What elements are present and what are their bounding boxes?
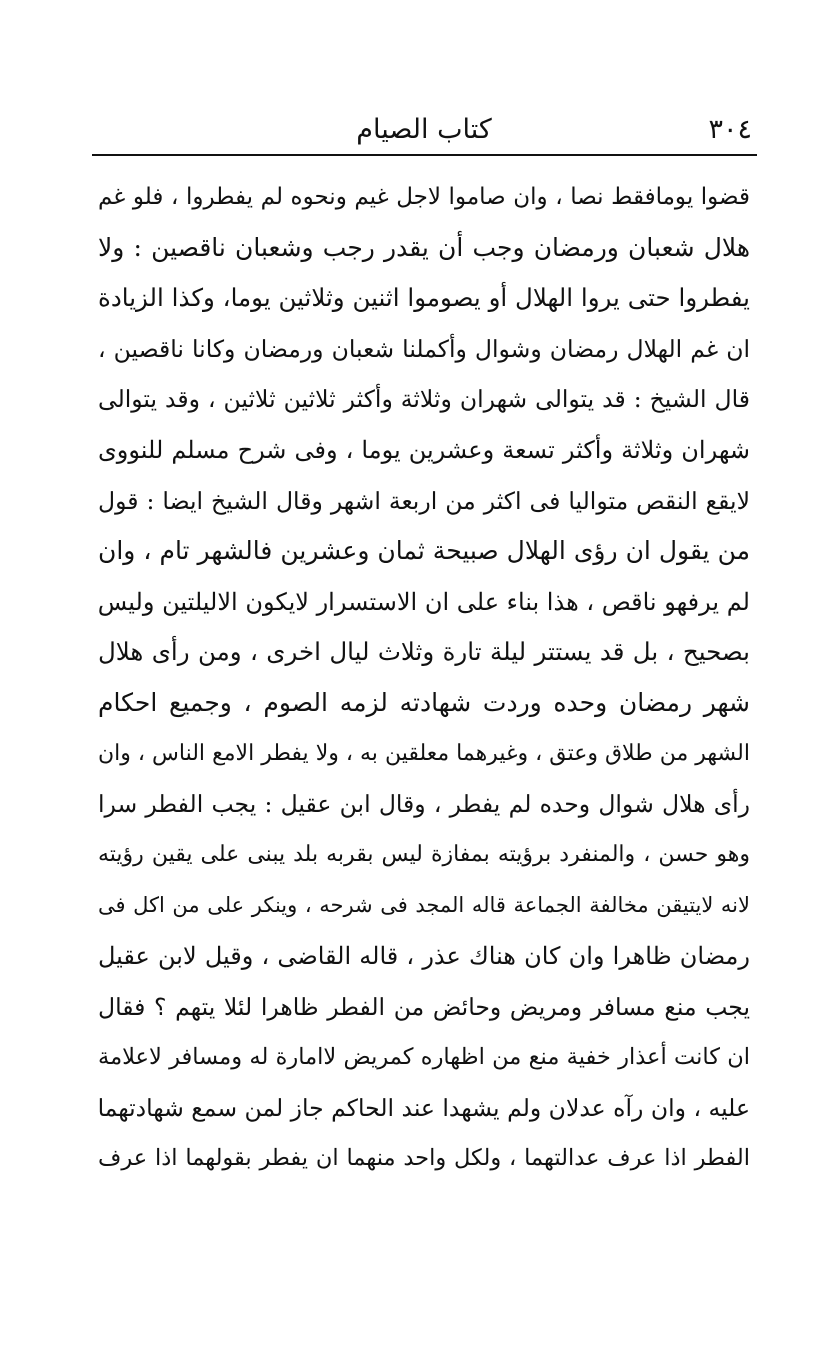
page-title: كتاب الصيام	[356, 114, 492, 145]
text-line: بصحيح ، بل قد يستتر ليلة تارة وثلاث ليال اخرى ، ومن رأى هلال	[98, 637, 750, 667]
text-line: لانه لايتيقن مخالفة الجماعة قاله المجد فى شرحه ، وينكر على من اكل فى	[98, 893, 750, 918]
text-line: شهر رمضان وحده وردت شهادته لزمه الصوم ، وجميع احكام	[98, 687, 750, 717]
text-line: لايقع النقص متواليا فى اكثر من اربعة اشهر وقال الشيخ ايضا : قول	[98, 486, 750, 515]
text-line: الفطر اذا عرف عدالتهما ، ولكل واحد منهما ان يفطر بقولهما اذا عرف	[98, 1145, 750, 1172]
text-line: قال الشيخ : قد يتوالى شهران وثلاثة وأكثر ثلاثين ثلاثين ، وقد يتوالى	[98, 385, 750, 414]
text-line: يفطروا حتى يروا الهلال أو يصوموا اثنين وثلاثين يوما، وكذا الزيادة	[98, 283, 750, 313]
text-line: لم يرفهو ناقص ، هذا بناء على ان الاستسرار لايكون الاليلتين وليس	[98, 587, 750, 616]
text-line: وهو حسن ، والمنفرد برؤيته بمفازة ليس بقربه بلد يبنى على يقين رؤيته	[98, 841, 750, 867]
text-line: ان كانت أعذار خفية منع من اظهاره كمريض لاامارة له ومسافر لاعلامة	[98, 1044, 750, 1071]
text-line: يجب منع مسافر ومريض وحائض من الفطر ظاهرا لئلا يتهم ؟ فقال	[98, 992, 750, 1021]
body-text	[98, 172, 750, 1184]
page-header	[92, 108, 756, 154]
text-line: هلال شعبان ورمضان وجب أن يقدر رجب وشعبان ناقصين : ولا	[98, 232, 750, 262]
text-line: شهران وثلاثة وأكثر تسعة وعشرين يوما ، وفى شرح مسلم للنووى	[98, 435, 750, 464]
text-line: ان غم الهلال رمضان وشوال وأكملنا شعبان ورمضان وكانا ناقصين ،	[98, 334, 750, 363]
header-divider	[92, 154, 757, 156]
text-line: رأى هلال شوال وحده لم يفطر ، وقال ابن عقيل : يجب الفطر سرا	[98, 790, 750, 819]
text-line: قضوا يومافقط نصا ، وان صاموا لاجل غيم ونحوه لم يفطروا ، فلو غم	[98, 184, 750, 210]
page-number: ٣٠٤	[708, 114, 752, 145]
text-line: من يقول ان رؤى الهلال صبيحة ثمان وعشرين فالشهر تام ، وان	[98, 536, 750, 566]
text-line: الشهر من طلاق وعتق ، وغيرهما معلقين به ، ولا يفطر الامع الناس ، وان	[98, 740, 750, 766]
text-line: رمضان ظاهرا وان كان هناك عذر ، قاله القاضى ، وقيل لابن عقيل	[98, 941, 750, 970]
text-line: عليه ، وان رآه عدلان ولم يشهدا عند الحاكم جاز لمن سمع شهادتهما	[98, 1093, 750, 1122]
